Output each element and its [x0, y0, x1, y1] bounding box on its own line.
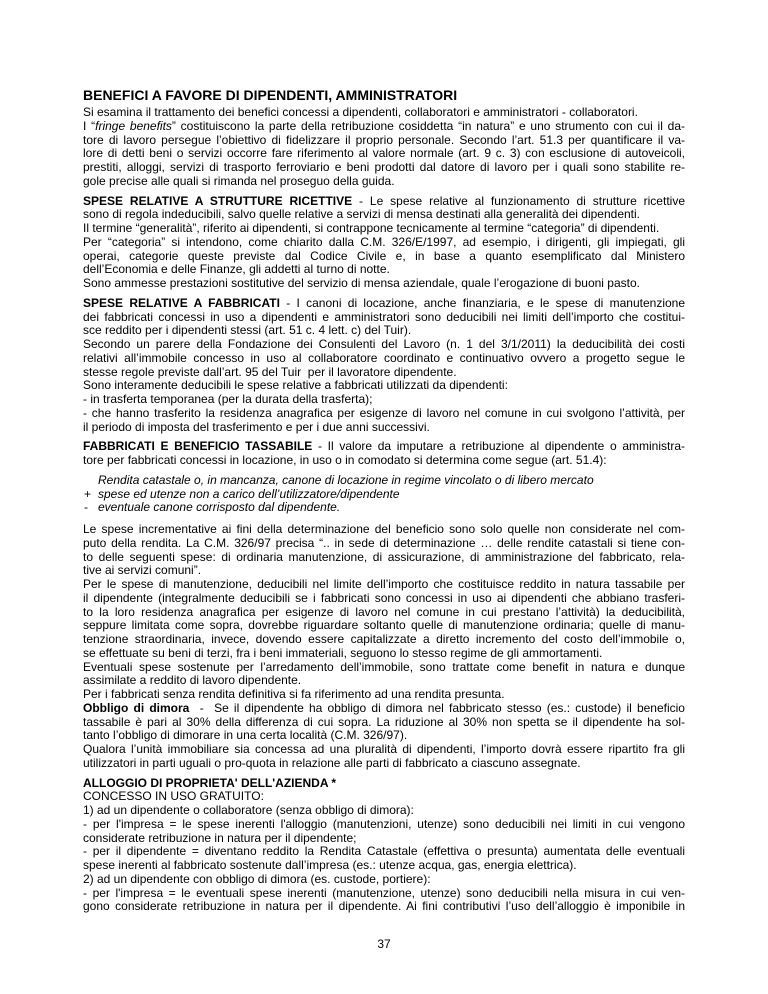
text-segment: - Se il dipendente ha obbligo di dimora nel fabbricato stesso (es.: custode) il beneficio	[189, 700, 685, 715]
page-title: BENEFICI A FAVORE DI DIPENDENTI, AMMINISTRATORI	[83, 87, 458, 103]
text-segment: il dipendente (integralmente deducibili se i fabbricati sono concessi in uso ai dipendenti che abbiano trasferi-	[83, 590, 685, 605]
formula-row	[83, 501, 685, 515]
text-line	[83, 379, 685, 393]
section-group-top	[83, 106, 685, 468]
text-segment: to delle seguenti spese: di ordinaria manutenzione, di assicurazione, di amministrazione del fabbricato, rela-	[83, 549, 685, 564]
text-line	[83, 175, 685, 189]
text-line	[83, 633, 685, 647]
text-segment: Le spese incrementative ai fini della determinazione del beneficio sono solo quelle non considerate nel com-	[83, 522, 685, 536]
text-line	[83, 440, 685, 454]
formula-term: Rendita catastale o, in mancanza, canone di locazione in regime vincolato o di libero mercato	[98, 472, 594, 487]
section-heading: Obbligo di dimora	[83, 700, 190, 715]
text-segment: puto della rendita. La C.M. 326/97 precisa “.. in sede di determinazione … delle rendite catastali si tiene con-	[83, 535, 685, 550]
text-segment: prestiti, alloggi, servizi di trasporto ferroviario e beni prodotti dal datore di lavoro per i quali sono stabilite re-	[83, 160, 685, 174]
section	[83, 777, 685, 915]
text-line	[83, 873, 685, 887]
text-segment: considerate retribuzione in natura per il dipendente;	[83, 830, 357, 845]
text-line	[83, 818, 685, 832]
text-line	[83, 338, 685, 352]
section	[83, 106, 685, 189]
text-line	[83, 147, 685, 161]
text-segment: tanto l’obbligo di dimorare in una certa località (C.M. 326/97).	[83, 728, 408, 743]
text-line	[83, 454, 685, 468]
text-segment: Il termine “generalità”, riferito ai dipendenti, si contrappone tecnicamente al termine “categoria” di dipendenti.	[83, 221, 660, 235]
section	[83, 195, 685, 291]
text-line	[83, 702, 685, 716]
section	[83, 440, 685, 468]
section-heading: ALLOGGIO DI PROPRIETA' DELL'AZIENDA *	[83, 775, 337, 790]
text-line	[83, 564, 685, 578]
text-line	[83, 832, 685, 846]
text-segment: gole precise alle quali si rimanda nel proseguo della guida.	[83, 173, 395, 188]
text-segment: Per le spese di manutenzione, deducibili nel limite dell’importo che costituisce reddito in natura tassabile per	[83, 577, 685, 591]
text-segment: seppure limitata come sopra, dovrebbe riguardare soltanto quelle di manutenzione ordinaria; quelle di manu-	[83, 618, 685, 633]
text-segment: Sono ammesse prestazioni sostitutive del servizio di mensa aziendale, quale l’erogazione di buoni pasto.	[83, 276, 640, 290]
text-line	[83, 674, 685, 688]
text-line	[83, 393, 685, 407]
document-page	[83, 86, 685, 920]
text-line	[83, 236, 685, 250]
text-segment: sce reddito per i dipendenti stessi (art. 51 c. 4 lett. c) del Tuir).	[83, 323, 412, 338]
formula-row	[83, 474, 685, 488]
text-segment: - Le spese relative al funzionamento di strutture ricettive	[352, 193, 685, 208]
text-segment: to la loro residenza anagrafica per esigenze di lavoro nel comune in cui prestano l’attività) la deducibilità,	[83, 604, 685, 619]
text-segment: Qualora l’unità immobiliare sia concessa ad una pluralità di dipendenti, l’importo dovrà essere ripartito fra gli	[83, 742, 685, 756]
text-line	[83, 134, 685, 148]
text-line	[83, 887, 685, 901]
section-group-bottom	[83, 523, 685, 914]
text-line	[83, 311, 685, 325]
text-line	[83, 743, 685, 757]
formula-sign: +	[84, 486, 92, 501]
text-segment: stesse regole previste dall’art. 95 del Tuir per il lavoratore dipendente.	[83, 364, 457, 379]
text-line	[83, 804, 685, 818]
text-line	[83, 790, 685, 804]
text-segment: CONCESSO IN USO GRATUITO:	[83, 789, 264, 804]
text-segment: relativi all’immobile concesso in uso al collaboratore coordinato e continuativo ovvero a progetto segue le	[83, 350, 685, 365]
benefit-formula	[83, 474, 685, 515]
page-number: 37	[377, 937, 391, 951]
text-line	[83, 106, 685, 120]
formula-row	[83, 488, 685, 502]
text-line	[83, 324, 685, 338]
text-segment: il periodo di imposta del trasferimento e per i due anni successivi.	[83, 419, 430, 434]
text-line	[83, 777, 685, 791]
text-line	[83, 845, 685, 859]
text-segment: - Il valore da imputare a retribuzione al dipendente o amministra-	[312, 439, 686, 454]
text-segment: tive ai servizi comuni”.	[83, 563, 202, 578]
text-line	[83, 661, 685, 675]
text-segment: dei fabbricati concessi in uso a dipendenti e amministratori sono deducibili nei limiti dell’importo che costitui-	[83, 309, 685, 324]
text-segment: sono di regola indeducibili, salvo quelle relative a servizi di mensa destinati alla generalità dei dipendenti.	[83, 207, 641, 222]
text-line	[83, 263, 685, 277]
text-line	[83, 222, 685, 236]
text-segment: Secondo un parere della Fondazione dei Consulenti del Lavoro (n. 1 del 3/1/2011) la deducibilità dei costi	[83, 337, 685, 351]
text-line	[83, 729, 685, 743]
text-segment: - per il dipendente = diventano reddito la Rendita Catastale (effettiva o presunta) aumentata delle eventuali	[83, 844, 685, 859]
formula-sign: -	[84, 500, 88, 515]
text-segment: tore per fabbricati concessi in locazione, in uso o in comodato si determina come segue (art. 51.4):	[83, 453, 607, 467]
text-segment: dell’Economia e delle Finanze, gli addetti al turno di notte.	[83, 262, 390, 277]
text-line	[83, 688, 685, 702]
text-line	[83, 250, 685, 264]
text-segment: 2) ad un dipendente con obbligo di dimora (es. custode, portiere):	[83, 871, 431, 886]
text-line	[83, 120, 685, 134]
text-segment: tassabile è pari al 30% della differenza di cui sopra. La riduzione al 30% non spetta se il dipendente ha sol-	[83, 714, 685, 729]
text-segment: - per l'impresa = le eventuali spese inerenti (manutenzione, utenze) sono deducibili nella misura in cui ven-	[83, 885, 685, 900]
text-segment: spese inerenti al fabbricato sostenute dall’impresa (es.: utenze acqua, gas, energia elettrica).	[83, 858, 577, 872]
text-segment: Sono interamente deducibili le spese relative a fabbricati utilizzati da dipendenti:	[83, 378, 508, 393]
text-segment: lore di detti beni o servizi occorre fare riferimento al valore normale (art. 9 c. 3) con esclusione di autoveicoli,	[83, 146, 685, 161]
text-segment: tore di lavoro persegue l’obiettivo di fidelizzare il proprio personale. Secondo l’art. 51.3 per quantificare il va-	[83, 132, 685, 147]
text-segment: tenzione straordinaria, invece, dovendo essere capitalizzate a diretto incremento del costo dell’immobile o,	[83, 632, 685, 646]
text-segment: operai, categorie queste previste dal Codice Civile e, in base a quanto esemplificato dal Ministero	[83, 248, 685, 263]
text-line	[83, 366, 685, 380]
text-line	[83, 352, 685, 366]
text-line	[83, 407, 685, 421]
text-line	[83, 606, 685, 620]
text-line	[83, 297, 685, 311]
text-line	[83, 537, 685, 551]
text-segment: ” costituiscono la parte della retribuzione cosiddetta “in natura” e uno strumento con cui il da-	[171, 118, 685, 133]
text-segment: utilizzatori in parti uguali o pro-quota in relazione alle parti di fabbricato a ciascuno assegnate.	[83, 755, 581, 770]
text-line	[83, 195, 685, 209]
text-line	[83, 859, 685, 873]
text-segment: 1) ad un dipendente o collaboratore (senza obbligo di dimora):	[83, 803, 414, 817]
section	[83, 523, 685, 771]
text-line	[83, 523, 685, 537]
text-segment: - I canoni di locazione, anche finanziaria, e le spese di manutenzione	[279, 295, 686, 310]
text-line	[83, 208, 685, 222]
text-segment: assimilate a reddito di lavoro dipendente.	[83, 673, 302, 688]
text-line	[83, 619, 685, 633]
text-segment: Per “categoria” si intendono, come chiarito dalla C.M. 326/E/1997, ad esempio, i dirigenti, gli impiegati, gli	[83, 234, 685, 249]
text-segment: - in trasferta temporanea (per la durata della trasferta);	[83, 392, 373, 406]
formula-term: eventuale canone corrisposto dal dipendente.	[98, 500, 341, 515]
section-heading: SPESE RELATIVE A FABBRICATI	[83, 295, 280, 310]
text-line	[83, 578, 685, 592]
formula-sign	[83, 474, 98, 488]
section	[83, 297, 685, 435]
italic-term: fringe benefits	[95, 118, 172, 133]
text-segment: gono considerate retribuzione in natura per il dipendente. Ai fini contributivi l’uso dell’alloggio è imponibile in	[83, 899, 685, 914]
formula-term: spese ed utenze non a carico dell’utilizzatore/dipendente	[98, 486, 400, 501]
text-line	[83, 647, 685, 661]
text-segment: Si esamina il trattamento dei benefici concessi a dipendenti, collaboratori e amministratori - collaboratori.	[83, 105, 638, 119]
text-line	[83, 757, 685, 771]
text-line	[83, 277, 685, 291]
section-heading: FABBRICATI E BENEFICIO TASSABILE	[83, 439, 313, 454]
text-segment: Eventuali spese sostenute per l’arredamento dell’immobile, sono trattate come benefit in natura e dunque	[83, 659, 685, 674]
text-line	[83, 900, 685, 914]
text-line	[83, 551, 685, 565]
text-line	[83, 421, 685, 435]
text-line	[83, 592, 685, 606]
text-segment: se effettuate su beni di terzi, fra i beni immateriali, seguono lo stesso regime de gli ammortamenti.	[83, 645, 603, 660]
text-line	[83, 161, 685, 175]
section-heading: SPESE RELATIVE A STRUTTURE RICETTIVE	[83, 193, 353, 208]
text-segment: Per i fabbricati senza rendita definitiva si fa riferimento ad una rendita presunta.	[83, 687, 505, 701]
text-segment: - per l'impresa = le spese inerenti l'alloggio (manutenzioni, utenze) sono deducibili nei limiti in cui vengono	[83, 816, 685, 831]
text-line	[83, 716, 685, 730]
text-segment: - che hanno trasferito la residenza anagrafica per esigenze di lavoro nel comune in cui svolgono l’attività, per	[83, 405, 685, 420]
text-segment: I “	[83, 118, 96, 133]
